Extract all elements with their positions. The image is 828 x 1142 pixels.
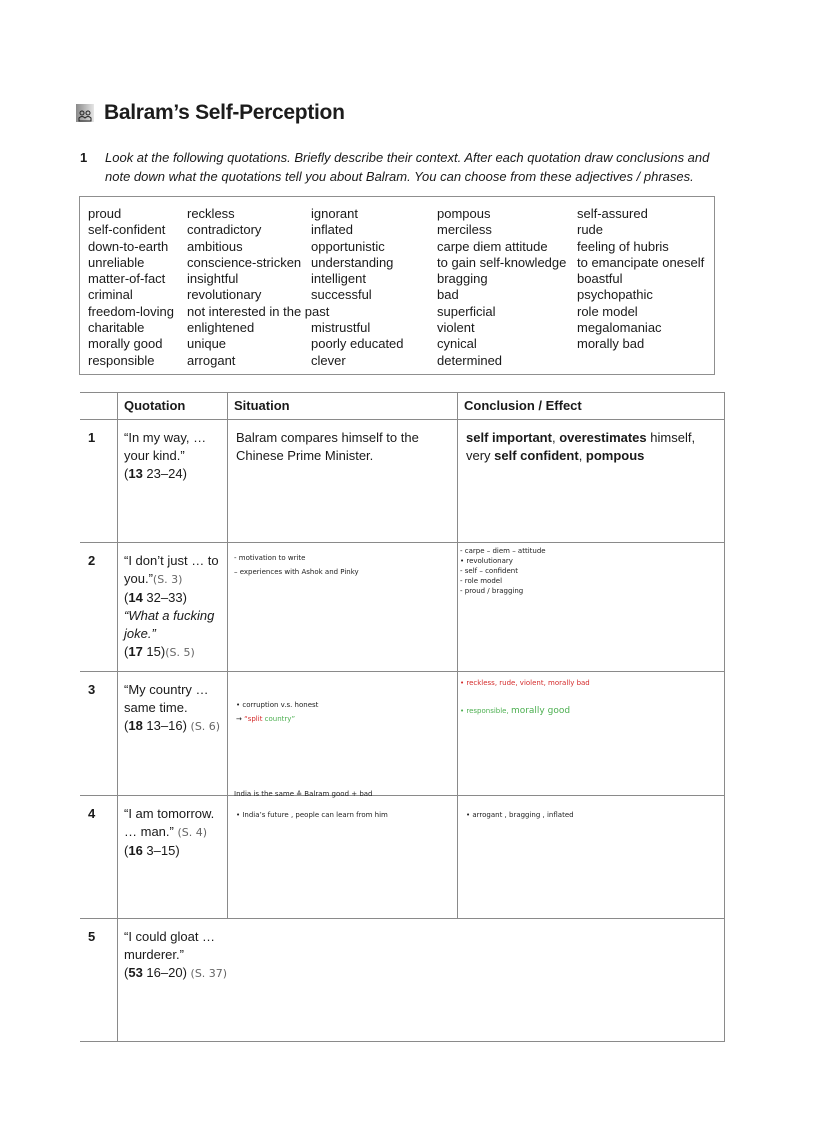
word: morally bad	[577, 336, 645, 352]
situation-cell	[228, 543, 458, 672]
word: freedom-loving	[88, 303, 174, 319]
quotation-cell	[118, 796, 228, 919]
word: pompous	[437, 206, 491, 221]
word: self-confident	[88, 222, 166, 238]
word-spacer	[311, 304, 404, 320]
word: rude	[577, 222, 604, 238]
word: morally good	[88, 336, 163, 352]
word-bank-column-1	[88, 206, 174, 369]
conclusion-bold: self confident	[494, 448, 579, 463]
quote-reference: (53 16–20) (S. 37)	[124, 965, 228, 980]
word-bank	[79, 196, 715, 375]
word: unreliable	[88, 254, 145, 270]
header-situation: Situation	[228, 393, 458, 420]
ref-lines: 3–15)	[142, 843, 180, 858]
table-row	[80, 420, 725, 543]
header-number	[80, 393, 118, 420]
word: violent	[437, 320, 475, 336]
word: ambitious	[187, 238, 243, 254]
word-bank-column-3	[311, 206, 404, 369]
red-ink-note: “split	[244, 715, 263, 723]
quotation-table	[80, 392, 725, 1042]
word: role model	[577, 303, 638, 319]
handwritten-page-note: (S. 3)	[152, 573, 183, 586]
conclusion-text: ,	[551, 430, 560, 445]
word: psychopathic	[577, 287, 653, 303]
word: merciless	[437, 222, 492, 238]
page-title: Balram’s Self-Perception	[104, 101, 345, 124]
table-row	[80, 672, 725, 796]
ref-page: 53	[128, 965, 143, 980]
quote-text-2: “What a fucking joke.”	[124, 608, 215, 641]
quote-reference-2: (17 15)(S. 5)	[124, 644, 195, 659]
handwritten-note: India is the same ≙ Balram good + bad	[234, 790, 373, 798]
red-ink-note: • reckless, rude, violent, morally bad	[460, 679, 590, 687]
row-number: 3	[80, 672, 118, 796]
handwritten-note	[236, 714, 449, 724]
word: conscience-stricken	[187, 254, 302, 270]
word: bad	[437, 287, 459, 303]
table-header-row	[80, 393, 725, 420]
green-ink-note	[460, 706, 722, 716]
word: insightful	[187, 271, 239, 287]
handwritten-note: • India’s future , people can learn from him	[236, 811, 388, 819]
table-row	[80, 796, 725, 919]
quotation-cell	[118, 919, 228, 1042]
page-header	[76, 101, 345, 125]
table-row	[80, 543, 725, 672]
word: boastful	[577, 271, 623, 287]
empty-answer-cell[interactable]	[228, 919, 725, 1042]
word: matter-of-fact	[88, 271, 166, 287]
word: intelligent	[311, 271, 366, 287]
word: mistrustful	[311, 320, 371, 336]
handwritten-page-note: (S. 5)	[165, 646, 195, 659]
word: arrogant	[187, 352, 236, 368]
word: enlightened	[187, 320, 255, 336]
word: carpe diem attitude	[437, 238, 548, 254]
word: contradictory	[187, 222, 262, 238]
quote-text: “I could gloat … murderer.”	[124, 929, 216, 962]
word: opportunistic	[311, 238, 385, 254]
ref-page: 13	[128, 466, 143, 481]
conclusion-cell	[458, 543, 725, 672]
ref-page: 17	[128, 644, 143, 659]
ref-page: 18	[128, 718, 143, 733]
ref-lines: 15)	[142, 644, 166, 659]
quotation-cell	[118, 672, 228, 796]
word: charitable	[88, 320, 145, 336]
handwritten-note: - role model	[460, 577, 503, 585]
situation-cell	[228, 420, 458, 543]
table-row	[80, 919, 725, 1042]
situation-cell	[228, 672, 458, 796]
word: ignorant	[311, 206, 358, 221]
quote-text-content: “I don’t just … to you.”	[124, 553, 219, 586]
handwritten-note: – experiences with Ashok and Pinky	[234, 568, 359, 576]
row-number: 1	[80, 420, 118, 543]
quote-text: “In my way, … your kind.”	[124, 430, 207, 463]
word: feeling of hubris	[577, 238, 669, 254]
conclusion-bold: overestimates	[559, 430, 647, 445]
quote-text	[124, 552, 227, 589]
word: to emancipate oneself	[577, 254, 705, 270]
word: bragging	[437, 271, 488, 287]
green-ink-note: country”	[262, 715, 296, 723]
handwritten-note: - self – confident	[460, 567, 518, 575]
handwritten-note: - carpe – diem – attitude	[460, 547, 546, 555]
word: reckless	[187, 206, 235, 221]
ref-lines: 13–16)	[142, 718, 187, 733]
quotation-cell	[118, 543, 228, 672]
task-number: 1	[80, 150, 88, 165]
conclusion-text: himself, very	[466, 430, 696, 463]
green-ink-text: • responsible,	[460, 707, 511, 715]
ref-page: 14	[128, 590, 143, 605]
word: clever	[311, 352, 346, 368]
quote-text-content: “I am tomorrow. … man.”	[124, 806, 215, 839]
conclusion-text: ,	[578, 448, 586, 463]
handwritten-note: • corruption v.s. honest	[236, 701, 319, 709]
word: down-to-earth	[88, 238, 169, 254]
quotation-cell	[118, 420, 228, 543]
conclusion-bold: self important	[466, 430, 552, 445]
handwritten-page-note: (S. 4)	[177, 826, 208, 839]
handwritten-note: - motivation to write	[234, 554, 306, 562]
ref-page: 16	[128, 843, 143, 858]
conclusion-cell	[458, 796, 725, 919]
situation-text: Balram compares himself to the Chinese Prime Minister.	[236, 430, 419, 463]
word: megalomaniac	[577, 320, 662, 336]
word: self-assured	[577, 206, 648, 221]
row-number: 5	[80, 919, 118, 1042]
quote-reference: (14 32–33)	[124, 590, 187, 605]
task-instruction	[80, 148, 730, 186]
word: revolutionary	[187, 287, 262, 303]
conclusion-cell	[458, 672, 725, 796]
quote-reference: (18 13–16) (S. 6)	[124, 718, 221, 733]
ref-lines: 32–33)	[142, 590, 187, 605]
word: superficial	[437, 303, 496, 319]
quote-text	[124, 805, 227, 842]
row-number: 4	[80, 796, 118, 919]
conclusion-cell	[458, 420, 725, 543]
word: poorly educated	[311, 336, 404, 352]
quote-reference: (13 23–24)	[124, 466, 187, 481]
word: to gain self-knowledge	[437, 254, 567, 270]
handwritten-page-note: (S. 6)	[190, 720, 221, 733]
word: proud	[88, 206, 122, 221]
task-text: Look at the following quotations. Briefly describe their context. After each quotation draw conclusions and note down what the quotations tell you about Balram. You can choose from these adjectives / phrases.	[105, 150, 710, 184]
handwritten-note: - proud / bragging	[460, 587, 524, 595]
conclusion-bold: pompous	[585, 448, 645, 463]
group-people-icon	[76, 104, 94, 122]
green-ink-text: morally good	[510, 706, 571, 716]
word: cynical	[437, 336, 477, 352]
word: determined	[437, 352, 503, 368]
header-quotation: Quotation	[118, 393, 228, 420]
row-number: 2	[80, 543, 118, 672]
ref-lines: 23–24)	[142, 466, 187, 481]
handwritten-page-note: (S. 37)	[190, 967, 228, 980]
word: understanding	[311, 254, 394, 270]
word: inflated	[311, 222, 353, 238]
ref-lines: 16–20)	[142, 965, 187, 980]
word-bank-column-5	[577, 206, 704, 353]
word: criminal	[88, 287, 133, 303]
quote-reference: (16 3–15)	[124, 843, 180, 858]
arrow-right-icon: →	[236, 715, 245, 723]
word: unique	[187, 336, 227, 352]
word-bank-column-2	[187, 206, 329, 369]
handwritten-note: • revolutionary	[460, 557, 513, 565]
word: responsible	[88, 352, 155, 368]
handwritten-note: • arrogant , bragging , inflated	[466, 811, 574, 819]
situation-cell	[228, 796, 458, 919]
word-bank-column-4	[437, 206, 566, 369]
quote-text: “My country … same time.	[124, 682, 209, 715]
word: not interested in the past	[187, 303, 330, 319]
header-conclusion: Conclusion / Effect	[458, 393, 725, 420]
word: successful	[311, 287, 372, 303]
